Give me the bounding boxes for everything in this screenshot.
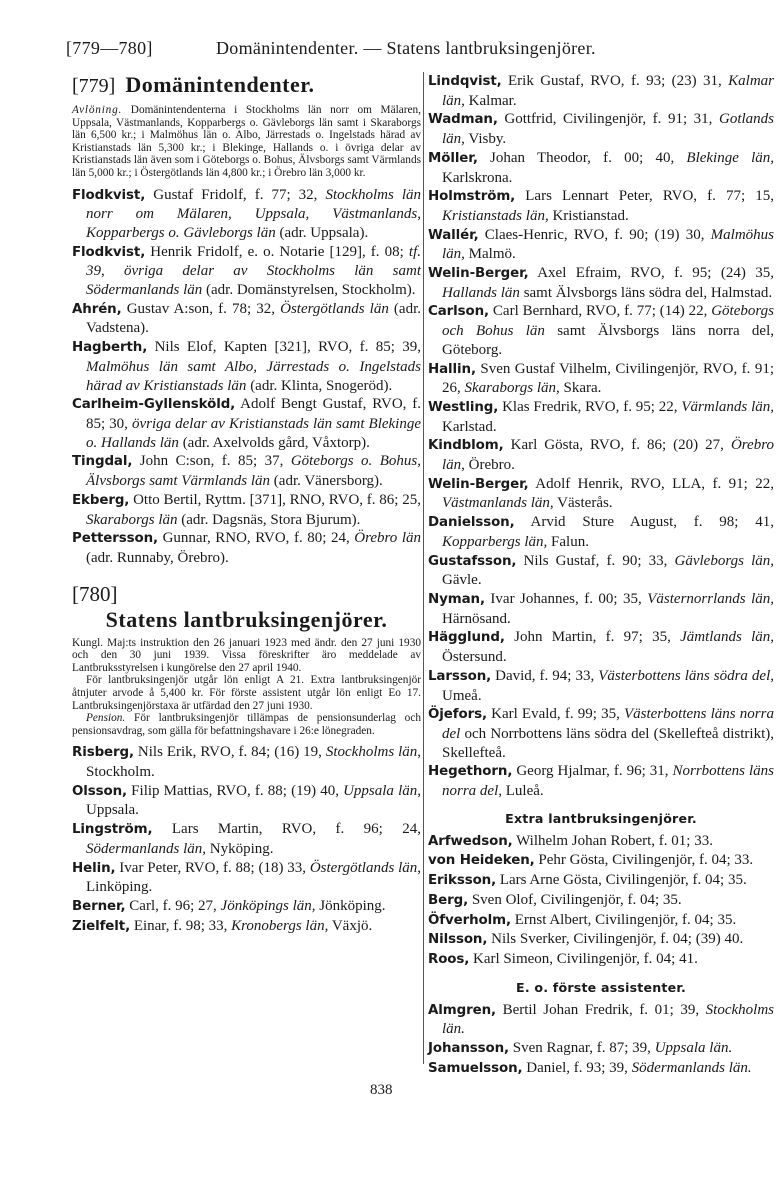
person-name: Welin-Berger, xyxy=(428,476,529,492)
person-entry: Hegethorn, Georg Hjalmar, f. 96; 31, Norrbottens läns norra del, Luleå. xyxy=(428,763,775,800)
person-name: Ahrén, xyxy=(72,301,122,317)
person-entry: Ahrén, Gustav A:son, f. 78; 32, Östergötlands län (adr. Vadstena). xyxy=(72,300,421,337)
person-entry: Nyman, Ivar Johannes, f. 00; 35, Västernorrlands län, Härnösand. xyxy=(428,590,774,627)
person-name: Larsson, xyxy=(428,668,492,684)
person-entry: Larsson, David, f. 94; 33, Västerbottens läns södra del, Umeå. xyxy=(428,667,774,704)
person-entry: Kindblom, Karl Gösta, RVO, f. 86; (20) 27, Örebro län, Örebro. xyxy=(428,437,774,474)
person-name: von Heideken, xyxy=(428,853,535,869)
person-name: Hegethorn, xyxy=(428,764,513,780)
person-name: Ekberg, xyxy=(72,492,130,508)
salary-lead: Avlöning. xyxy=(72,104,123,116)
section-779-heading xyxy=(72,72,421,98)
person-entry: Flodkvist, Henrik Fridolf, e. o. Notarie [129], f. 08; tf. 39, övriga delar av Stockholms län samt Södermanlands län (adr. Domänstyrelsen, Stockholm). xyxy=(72,243,421,299)
person-name: Nilsson, xyxy=(428,932,488,948)
column-divider xyxy=(423,72,424,1064)
person-name: Kindblom, xyxy=(428,438,504,454)
person-name: Flodkvist, xyxy=(72,187,146,203)
person-name: Berg, xyxy=(428,892,469,908)
person-name: Möller, xyxy=(428,150,478,166)
person-entry: Ekberg, Otto Bertil, Ryttm. [371], RNO, RVO, f. 86; 25, Skaraborgs län (adr. Dagsnäs, Stora Bjurum). xyxy=(72,491,421,528)
section-780-intro xyxy=(72,637,421,738)
person-entry: Arfwedson, Wilhelm Johan Robert, f. 01; 33. xyxy=(428,832,713,849)
person-entry: Olsson, Filip Mattias, RVO, f. 88; (19) 40, Uppsala län, Uppsala. xyxy=(72,782,421,819)
instruction-text: Kungl. Maj:ts instruktion den 26 januari 1923 med ändr. den 27 juni 1930 och den 30 juni 1939. Vissa föreskrifter äro meddelade av Lantbruksstyrelsen i kungörelse den 27 april 1940. xyxy=(72,636,421,674)
person-name: Lingström, xyxy=(72,822,153,838)
person-name: Carlheim-Gyllensköld, xyxy=(72,397,236,413)
person-entry: Hallin, Sven Gustaf Vilhelm, Civilingenjör, RVO, f. 91; 26, Skaraborgs län, Skara. xyxy=(428,360,774,397)
person-name: Hägglund, xyxy=(428,630,505,646)
person-name: Eriksson, xyxy=(428,873,497,889)
person-name: Helin, xyxy=(72,860,116,876)
person-entry: Öjefors, Karl Evald, f. 99; 35, Västerbottens läns norra del och Norrbottens läns södra del (Skellefteå distrikt), Skellefteå. xyxy=(428,706,774,761)
assistants-heading: E. o. förste assistenter. xyxy=(516,979,686,995)
person-entry: Roos, Karl Simeon, Civilingenjör, f. 04; 41. xyxy=(428,950,698,967)
person-name: Olsson, xyxy=(72,783,128,799)
person-name: Berner, xyxy=(72,899,126,914)
section-780-title: Statens lantbruksingenjörer. xyxy=(105,606,388,632)
person-name: Wallér, xyxy=(428,227,479,243)
person-name: Carlson, xyxy=(428,304,490,320)
person-entry: Westling, Klas Fredrik, RVO, f. 95; 22, Värmlands län, Karlstad. xyxy=(428,398,774,435)
person-entry: Berg, Sven Olof, Civilingenjör, f. 04; 35. xyxy=(428,891,682,908)
person-entry: Möller, Johan Theodor, f. 00; 40, Blekinge län, Karlskrona. xyxy=(428,149,774,186)
person-name: Johansson, xyxy=(428,1041,510,1057)
person-entry: Zielfelt, Einar, f. 98; 33, Kronobergs län, Växjö. xyxy=(72,917,373,934)
pension-lead: Pension. xyxy=(86,712,126,725)
person-entry: Welin-Berger, Axel Efraim, RVO, f. 95; (24) 35, Hallands län samt Älvsborgs läns södra del, Halmstad. xyxy=(428,265,774,301)
person-entry: Carlheim-Gyllensköld, Adolf Bengt Gustaf, RVO, f. 85; 30, övriga delar av Kristianstads län samt Blekinge o. Hallands län (adr. Axelvolds gård, Våxtorp). xyxy=(72,396,422,451)
person-entry: Helin, Ivar Peter, RVO, f. 88; (18) 33, Östergötlands län, Linköping. xyxy=(72,859,421,896)
person-entry: Tingdal, John C:son, f. 85; 37, Göteborgs o. Bohus, Älvsborgs samt Värmlands län (adr. Vänersborg). xyxy=(72,453,421,490)
person-name: Lindqvist, xyxy=(428,74,502,89)
header-page-range: [779—780] xyxy=(66,38,153,58)
person-name: Westling, xyxy=(428,399,499,415)
person-name: Gustafsson, xyxy=(428,553,517,569)
person-name: Öjefors, xyxy=(428,707,487,723)
person-entry: Johansson, Sven Ragnar, f. 87; 39, Uppsala län. xyxy=(428,1040,733,1057)
left-column xyxy=(72,72,421,936)
person-name: Flodkvist, xyxy=(72,244,146,260)
person-name: Zielfelt, xyxy=(72,918,131,934)
salary-text: Domänintendenterna i Stockholms län norr om Mälaren, Uppsala, Västmanlands, Kopparbergs o. Gävleborgs län samt i Skaraborgs län 6,500 kr.; i Malmöhus län o. Albo, Järrestads o. Ingelstads härad av Kristianstads län 5,300 kr.; i Blekinge, Hallands o. i övriga delar av Kristianstads län även som i Göteborgs o. Bohus, Älvsborgs samt Värmlands län 5,000 kr.; i Östergötlands län 4,800 kr.; i Örebro län 3,000 kr. xyxy=(72,104,422,179)
running-head xyxy=(66,38,706,62)
person-name: Arfwedson, xyxy=(428,833,513,849)
person-entry: Wadman, Gottfrid, Civilingenjör, f. 91; 31, Gotlands län, Visby. xyxy=(428,111,774,148)
header-title: Domänintendenter. — Statens lantbruksingenjörer. xyxy=(216,38,596,58)
right-column xyxy=(428,72,774,1078)
person-name: Risberg, xyxy=(72,745,135,761)
salary-text: För lantbruksingenjör utgår lön enligt A 21. Extra lantbruksingenjör åtnjuter arvode å 5,400 kr. För förste assistent utgår lön enligt Eo 17. Lantbruksingenjörstaxa är utfärdad den 27 juni 1930. xyxy=(72,674,421,712)
page-number: 838 xyxy=(370,1082,393,1098)
person-entry: Gustafsson, Nils Gustaf, f. 90; 33, Gävleborgs län, Gävle. xyxy=(428,552,774,589)
person-name: Pettersson, xyxy=(72,531,159,547)
person-name: Roos, xyxy=(428,951,470,967)
section-779-intro xyxy=(72,104,421,180)
section-780-number: [780] xyxy=(72,581,118,606)
person-entry: von Heideken, Pehr Gösta, Civilingenjör, f. 04; 33. xyxy=(428,852,754,869)
person-entry: Nilsson, Nils Sverker, Civilingenjör, f. 04; (39) 40. xyxy=(428,931,744,948)
person-name: Wadman, xyxy=(428,112,498,128)
person-entry: Hagberth, Nils Elof, Kapten [321], RVO, f. 85; 39, Malmöhus län samt Albo, Järrestads o. Ingelstads härad av Kristianstads län (adr. Klinta, Snogeröd). xyxy=(72,339,421,394)
person-name: Samuelsson, xyxy=(428,1060,523,1076)
person-entry: Öfverholm, Ernst Albert, Civilingenjör, f. 04; 35. xyxy=(428,911,737,928)
assistants-list xyxy=(428,1001,774,1079)
person-entry: Danielsson, Arvid Sture August, f. 98; 41, Kopparbergs län, Falun. xyxy=(428,514,774,550)
person-entry: Hägglund, John Martin, f. 97; 35, Jämtlands län, Östersund. xyxy=(428,629,774,666)
section-780-entries-right xyxy=(428,72,774,801)
person-entry: Lingström, Lars Martin, RVO, f. 96; 24, Södermanlands län, Nyköping. xyxy=(72,821,421,857)
person-name: Hallin, xyxy=(428,361,476,377)
section-780-entries-left xyxy=(72,743,421,936)
person-name: Almgren, xyxy=(428,1002,496,1018)
person-name: Tingdal, xyxy=(72,454,133,470)
person-entry: Almgren, Bertil Johan Fredrik, f. 01; 39, Stockholms län. xyxy=(428,1001,774,1038)
person-name: Nyman, xyxy=(428,591,485,607)
pension-text: För lantbruksingenjör tillämpas de pensionsunderlag och pensionsavdrag, som gälla för befattningshavare i 26:e lönegraden. xyxy=(72,712,421,737)
person-name: Danielsson, xyxy=(428,515,515,531)
person-name: Öfverholm, xyxy=(428,912,511,928)
section-779-entries xyxy=(72,186,421,568)
person-entry: Eriksson, Lars Arne Gösta, Civilingenjör, f. 04; 35. xyxy=(428,872,747,889)
person-name: Holmström, xyxy=(428,189,516,205)
person-entry: Wallér, Claes-Henric, RVO, f. 90; (19) 30, Malmöhus län, Malmö. xyxy=(428,226,774,263)
extra-engineers-list xyxy=(428,832,774,970)
person-entry: Risberg, Nils Erik, RVO, f. 84; (16) 19, Stockholms län, Stockholm. xyxy=(72,744,422,781)
person-entry: Carlson, Carl Bernhard, RVO, f. 77; (14) 22, Göteborgs och Bohus län samt Älvsborgs läns norra del, Göteborg. xyxy=(428,303,774,358)
person-entry: Samuelsson, Daniel, f. 93; 39, Södermanlands län. xyxy=(428,1059,752,1076)
person-name: Welin-Berger, xyxy=(428,266,529,282)
section-779-number: [779] xyxy=(72,75,116,97)
person-entry: Lindqvist, Erik Gustaf, RVO, f. 93; (23) 31, Kalmar län, Kalmar. xyxy=(428,73,774,109)
section-779-title: Domänintendenter. xyxy=(125,72,315,97)
person-entry: Flodkvist, Gustaf Fridolf, f. 77; 32, Stockholms län norr om Mälaren, Uppsala, Västmanlands, Kopparbergs o. Gävleborgs län (adr. Uppsala). xyxy=(72,186,421,241)
person-name: Hagberth, xyxy=(72,340,148,356)
person-entry: Holmström, Lars Lennart Peter, RVO, f. 77; 15, Kristianstads län, Kristianstad. xyxy=(428,188,774,224)
extra-engineers-heading: Extra lantbruksingenjörer. xyxy=(505,810,697,826)
person-entry: Pettersson, Gunnar, RNO, RVO, f. 80; 24, Örebro län (adr. Runnaby, Örebro). xyxy=(72,530,421,566)
person-entry: Welin-Berger, Adolf Henrik, RVO, LLA, f. 91; 22, Västmanlands län, Västerås. xyxy=(428,475,774,512)
person-entry: Berner, Carl, f. 96; 27, Jönköpings län, Jönköping. xyxy=(72,898,386,914)
